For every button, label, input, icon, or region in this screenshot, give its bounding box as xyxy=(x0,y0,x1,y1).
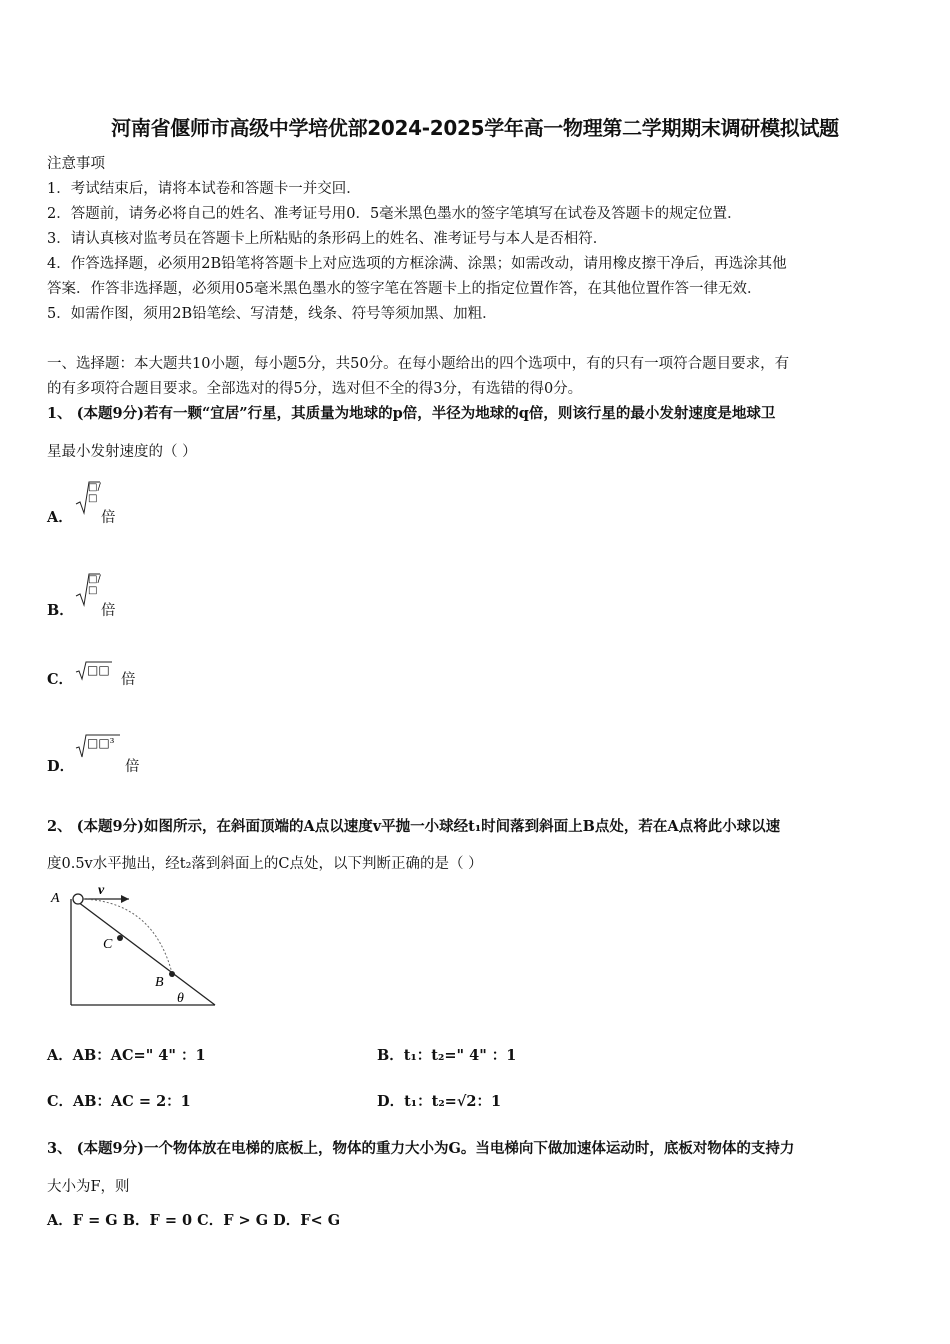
incline-figure xyxy=(45,882,225,1012)
label-theta: θ xyxy=(177,991,184,1006)
question-3-options: A．F = G B．F = 0 C．F > G D．F< G xyxy=(47,1212,341,1229)
option-d-formula xyxy=(74,733,122,763)
notice-item: 1．考试结束后，请将本试卷和答题卡一并交回． xyxy=(47,181,361,197)
option-d xyxy=(47,755,74,776)
point-b-dot xyxy=(169,971,175,977)
trajectory-curve xyxy=(83,899,173,977)
option-b-suffix: 倍 xyxy=(101,603,116,619)
question-2-text: 2、 (本题9分)如图所示，在斜面顶端的A点以速度v平抛一小球经t₁时间落到斜面上B点处，若在A点将此小球以速 xyxy=(47,818,781,835)
notice-item: 2．答题前，请务必将自己的姓名、准考证号用0．5毫米黑色墨水的签字笔填写在试卷及答题卡的规定位置． xyxy=(47,206,742,222)
notice-item: 3．请认真核对监考员在答题卡上所粘贴的条形码上的姓名、准考证号与本人是否相符． xyxy=(47,231,608,247)
section-intro: 的有多项符合题目要求。全部选对的得5分，选对但不全的得3分，有选错的得0分。 xyxy=(47,381,583,397)
option-b xyxy=(47,599,74,620)
radicand: □□ xyxy=(87,663,110,677)
option-label: C． xyxy=(47,671,74,688)
arrowhead-icon xyxy=(121,895,129,903)
option-c-suffix: 倍 xyxy=(121,672,136,688)
label-v: v xyxy=(98,883,105,898)
notice-item: 答案．作答非选择题，必须用05毫米黑色墨水的签字笔在答题卡上的指定位置作答，在其他位置作答一律无效． xyxy=(47,281,762,297)
option-d-suffix: 倍 xyxy=(125,759,140,775)
question-2-text: 度0.5v水平抛出，经t₂落到斜面上的C点处，以下判断正确的是（ ） xyxy=(47,856,483,872)
question-1-text: 星最小发射速度的（ ） xyxy=(47,444,197,460)
ball-icon xyxy=(73,894,83,904)
option-d: D．t₁：t₂=√2：1 xyxy=(377,1093,502,1110)
question-3-text: 大小为F，则 xyxy=(47,1179,130,1195)
point-c-dot xyxy=(117,935,123,941)
option-c xyxy=(47,668,73,689)
option-a-formula xyxy=(74,480,102,520)
page-title: 河南省偃师市高级中学培优部2024-2025学年高一物理第二学期期末调研模拟试题 xyxy=(111,116,839,140)
option-b: B．t₁：t₂=" 4" ：1 xyxy=(377,1047,517,1064)
notice-item: 5．如需作图，须用2B铅笔绘、写清楚，线条、符号等须加黑、加粗． xyxy=(47,306,497,322)
incline-slope xyxy=(78,902,215,1005)
section-intro: 一、选择题：本大题共10小题，每小题5分，共50分。在每小题给出的四个选项中，有的只有一项符合题目要求，有 xyxy=(47,356,790,372)
option-label: D． xyxy=(47,758,75,775)
option-a: A．AB：AC=" 4" ：1 xyxy=(47,1047,206,1064)
notice-heading: 注意事项 xyxy=(47,156,105,172)
radicand: □□³ xyxy=(87,736,115,750)
label-c: C xyxy=(103,937,113,952)
option-label: A． xyxy=(47,509,73,526)
question-1-text: 1、 (本题9分)若有一颗“宜居”行星，其质量为地球的p倍，半径为地球的q倍，则该行星的最小发射速度是地球卫 xyxy=(47,405,776,422)
option-label: B． xyxy=(47,602,74,619)
option-a-suffix: 倍 xyxy=(101,510,116,526)
option-c-formula xyxy=(74,660,114,686)
label-b: B xyxy=(155,975,164,990)
option-b-formula xyxy=(74,572,102,612)
radicand: □/□ xyxy=(88,482,101,504)
option-c: C．AB：AC = 2：1 xyxy=(47,1093,191,1110)
option-a xyxy=(47,506,73,527)
question-3-text: 3、 (本题9分)一个物体放在电梯的底板上，物体的重力大小为G。当电梯向下做加速体运动时，底板对物体的支持力 xyxy=(47,1140,795,1157)
label-a: A xyxy=(51,891,60,906)
radicand: □/□ xyxy=(88,574,101,596)
notice-item: 4．作答选择题，必须用2B铅笔将答题卡上对应选项的方框涂满、涂黑；如需改动，请用橡皮擦干净后，再选涂其他 xyxy=(47,256,787,272)
